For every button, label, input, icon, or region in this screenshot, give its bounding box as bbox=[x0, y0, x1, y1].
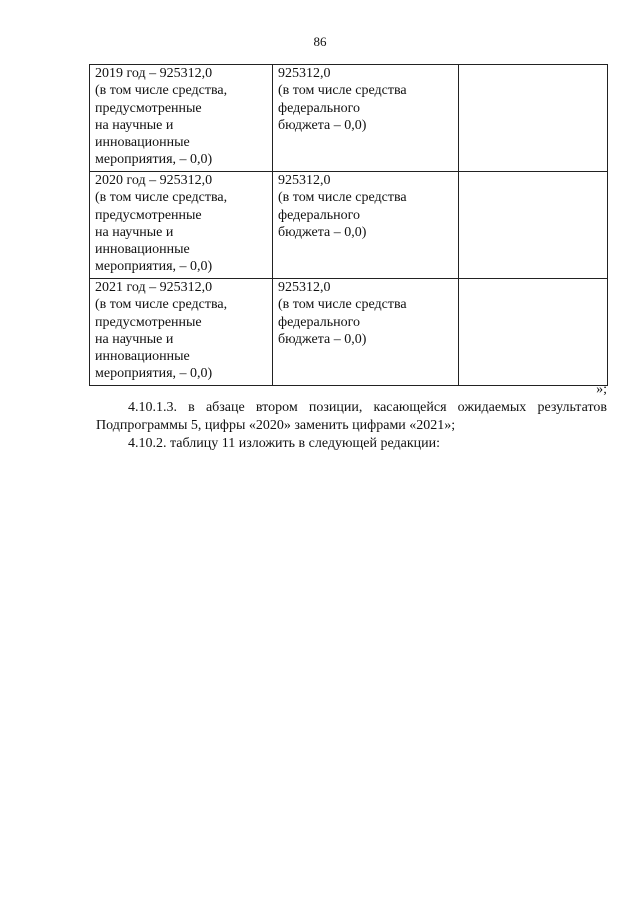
funding-table bbox=[89, 64, 608, 386]
table-cell-empty bbox=[459, 279, 608, 386]
amendment-paragraph-line-1: 4.10.1.3. в абзаце втором позиции, касающейся ожидаемых результатов bbox=[128, 400, 607, 415]
table-cell-year-2020: 2020 год – 925312,0 (в том числе средства, предусмотренные на научные и инновационные мероприятия, – 0,0) bbox=[90, 172, 273, 279]
table-cell-amount-2021: 925312,0 (в том числе средства федерального бюджета – 0,0) bbox=[273, 279, 459, 386]
amendment-paragraph-line-2: Подпрограммы 5, цифры «2020» заменить цифрами «2021»; bbox=[96, 418, 456, 433]
table-cell-amount-2020: 925312,0 (в том числе средства федерального бюджета – 0,0) bbox=[273, 172, 459, 279]
table-cell-year-2021: 2021 год – 925312,0 (в том числе средства, предусмотренные на научные и инновационные мероприятия, – 0,0) bbox=[90, 279, 273, 386]
table-row bbox=[90, 172, 608, 279]
table-row bbox=[90, 279, 608, 386]
table-cell-empty bbox=[459, 172, 608, 279]
page-number: 86 bbox=[313, 34, 327, 49]
table-cell-amount-2019: 925312,0 (в том числе средства федерального бюджета – 0,0) bbox=[273, 65, 459, 172]
closing-quote-mark: »; bbox=[596, 382, 607, 397]
table-cell-empty bbox=[459, 65, 608, 172]
amendment-paragraph-table-11: 4.10.2. таблицу 11 изложить в следующей редакции: bbox=[128, 436, 440, 451]
table-row bbox=[90, 65, 608, 172]
table-cell-year-2019: 2019 год – 925312,0 (в том числе средства, предусмотренные на научные и инновационные мероприятия, – 0,0) bbox=[90, 65, 273, 172]
